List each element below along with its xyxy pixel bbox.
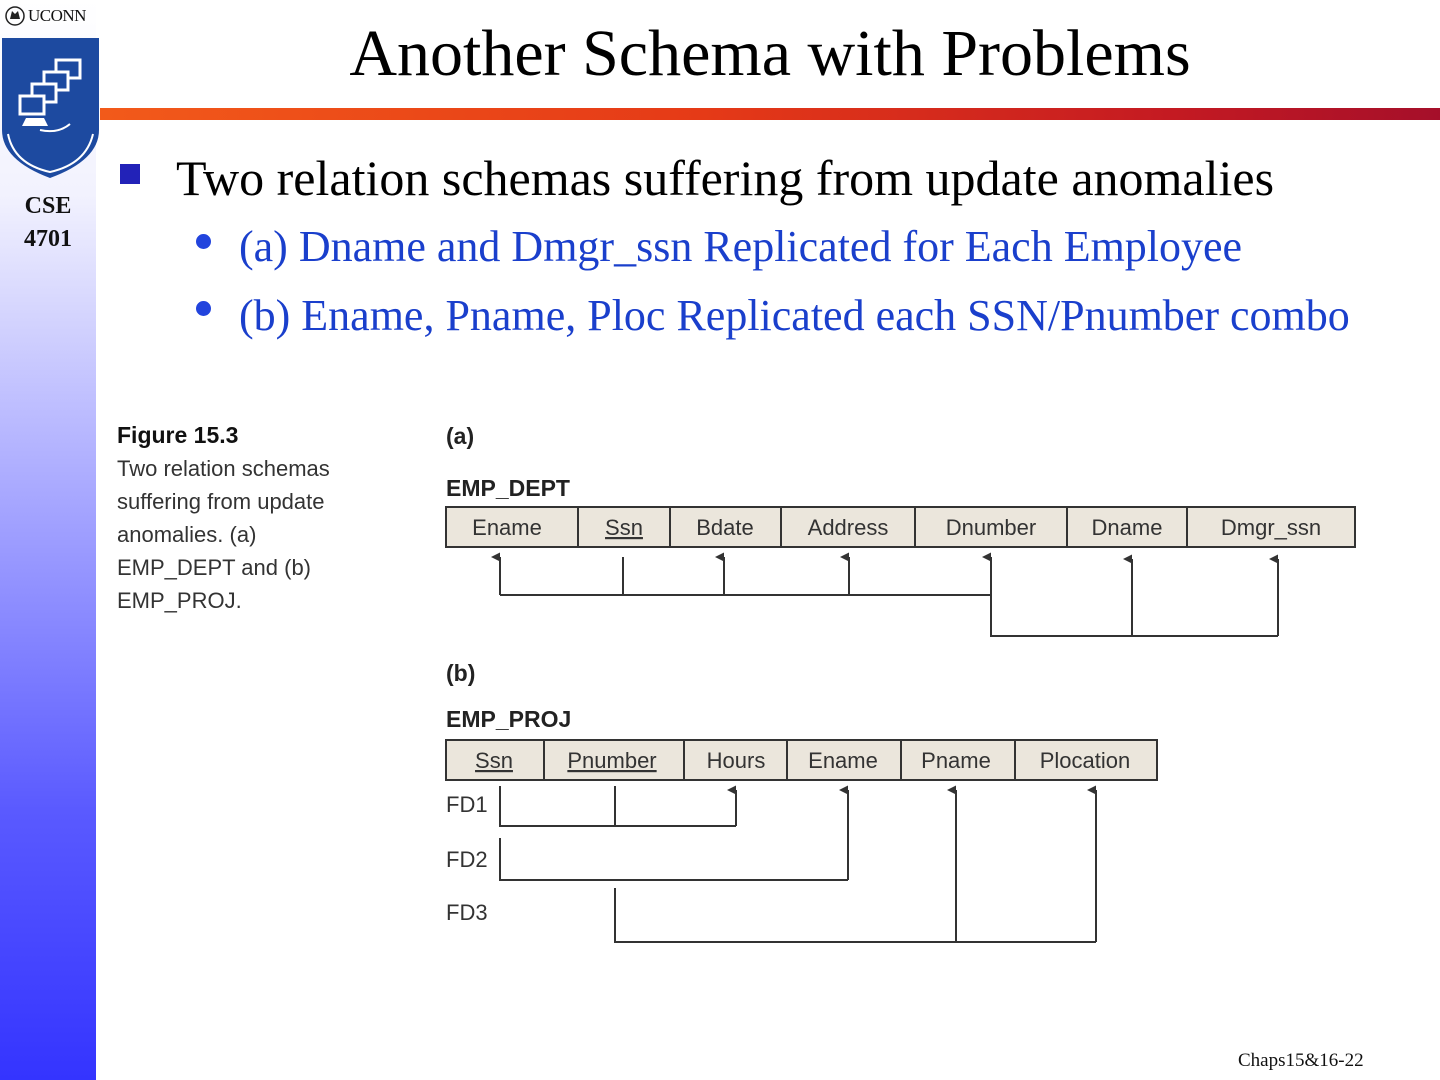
attr-ename: Ename [808,748,878,773]
course-code [0,190,96,256]
figure-title: Figure 15.3 [117,422,239,448]
course-dept: CSE [24,193,72,219]
fd2-label: FD2 [446,847,488,872]
attr-ssn-key: Ssn [605,515,643,540]
course-number: 4701 [24,226,72,252]
emp-dept-fd-lines [500,557,1278,636]
fd3-label: FD3 [446,900,488,925]
husky-seal-icon [4,5,26,27]
attr-ssn-key: Ssn [475,748,513,773]
uconn-header [4,4,86,28]
caption-line: suffering from update [117,489,325,514]
bullet-dot-icon [196,234,211,249]
emp-dept-name: EMP_DEPT [446,475,570,501]
attr-hours: Hours [706,748,766,773]
title-rule [100,108,1440,120]
subbullet-a: (a) Dname and Dmgr_ssn Replicated for Each Employee [239,222,1243,271]
attr-pname: Pname [921,748,991,773]
main-bullet: Two relation schemas suffering from update anomalies [176,150,1275,206]
part-a-label: (a) [446,423,475,449]
attr-bdate: Bdate [696,515,754,540]
attr-pnumber-key: Pnumber [567,748,657,773]
attr-ename: Ename [472,515,542,540]
emp-proj-name: EMP_PROJ [446,706,572,732]
fd-diagram [440,418,1370,958]
emp-proj-fd-lines [500,786,1096,942]
part-b-label: (b) [446,660,476,686]
attr-plocation: Plocation [1039,748,1131,773]
caption-line: EMP_DEPT and (b) [117,555,312,580]
slide-title: Another Schema with Problems [349,17,1191,90]
bullet-dot-icon [196,301,211,316]
attr-address: Address [807,515,889,540]
attr-dnumber: Dnumber [945,515,1037,540]
slide-number: Chaps15&16-22 [1238,1050,1364,1071]
figure-caption [117,452,407,617]
subbullet-b: (b) Ename, Pname, Ploc Replicated each SSN/Pnumber combo [239,291,1350,340]
bullet-square-icon [120,164,140,184]
fd1-label: FD1 [446,792,488,817]
attr-dmgr-ssn: Dmgr_ssn [1220,515,1322,540]
caption-line: EMP_PROJ. [117,588,242,613]
attr-dname: Dname [1091,515,1163,540]
caption-line: anomalies. (a) [117,522,257,547]
figure-caption-block [117,420,407,617]
emp-dept-table [446,507,1355,547]
emp-proj-table [446,740,1157,780]
cse-logo [0,38,101,180]
uconn-label: UCONN [28,6,86,25]
caption-line: Two relation schemas [117,456,330,481]
